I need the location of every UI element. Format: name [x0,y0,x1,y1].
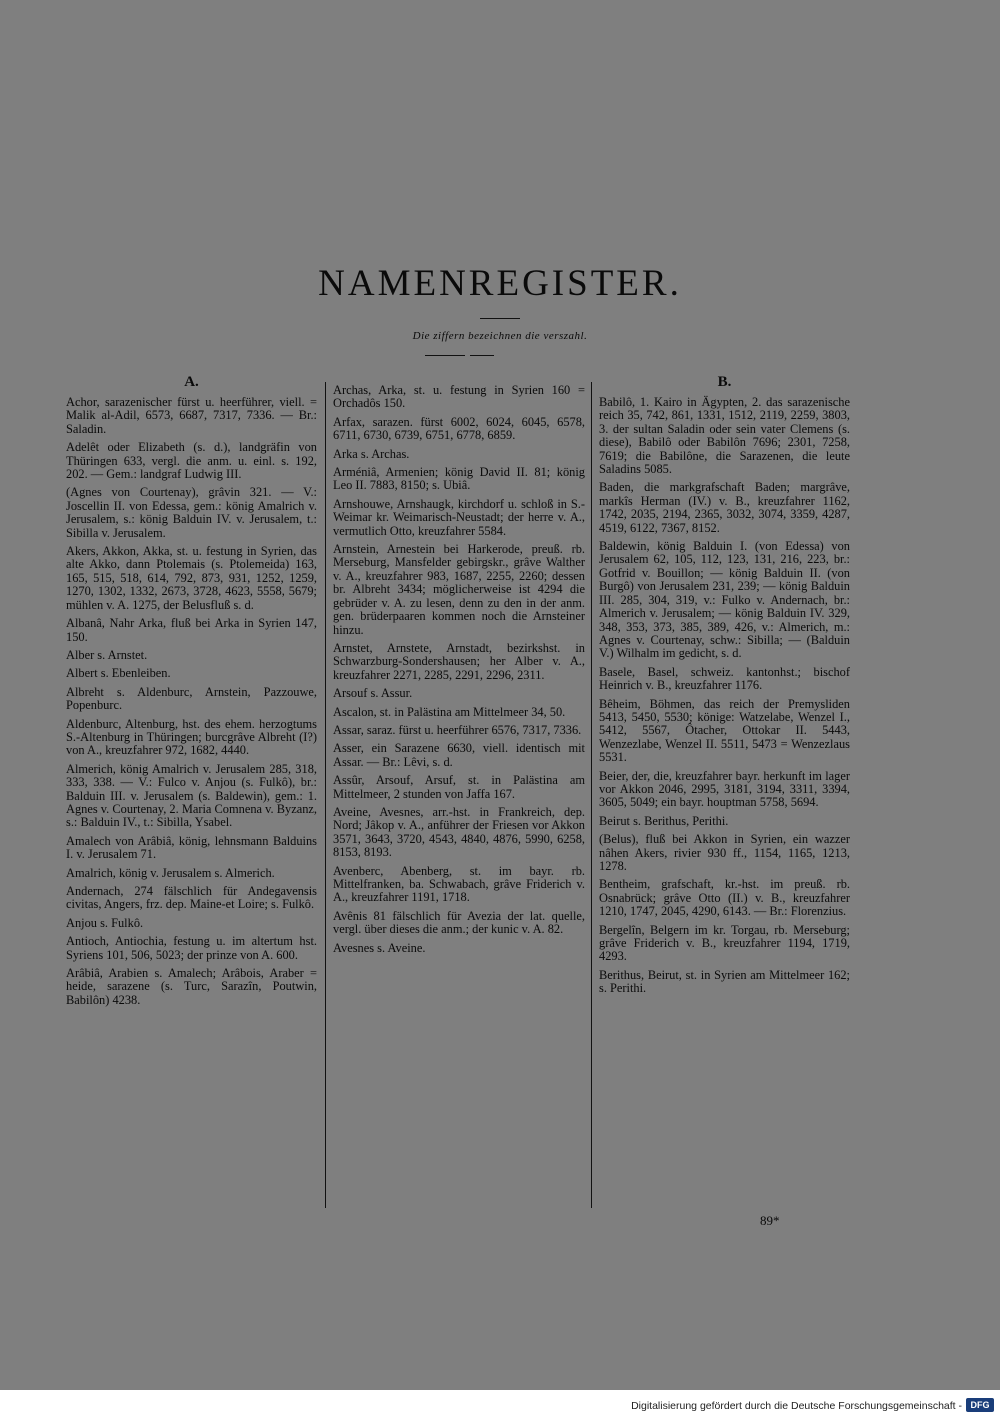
register-entry: Berithus, Beirut, st. in Syrien am Mittelmeer 162; s. Perithi. [599,967,850,996]
register-entry: Beier, der, die, kreuzfahrer bayr. herkunft im lager vor Akkon 2046, 2995, 3181, 3194, 3311, 3394, 3605, 5049; ein bayr. houptman 5758, 5694. [599,768,850,810]
page-number: 89* [760,1213,780,1228]
register-entry: Antioch, Antiochia, festung u. im altertum hst. Syriens 101, 506, 5023; der prinze von A. 600. [66,934,317,962]
register-entry: Anjou s. Fulkô. [66,915,144,930]
register-entry: Adelêt oder Elizabeth (s. d.), landgräfin von Thüringen 633, vergl. die anm. u. einl. s. 192, 202. — Gem.: landgraf Ludwig III. [66,440,317,482]
register-entry: Arnshouwe, Arnshaugk, kirchdorf u. schloß in S.-Weimar kr. Weimarisch-Neustadt; der herre v. A., vermutlich Otto, kreuzfahrer 5584. [333,496,585,538]
register-entry: Babilô, 1. Kairo in Ägypten, 2. das sarazenische reich 35, 742, 861, 1331, 1512, 2119, 2259, 3803, 3. der sultan Saladin oder sein vater Clemens (s. diese), Babilô oder Babilôn 7696; 2301, 7258, 7619; die Babilône, die Sarazenen, die leute Saladins 5085. [599,395,850,477]
register-entry: Arka s. Archas. [333,446,410,461]
register-entry: Arsouf s. Assur. [333,686,413,701]
register-entry: Asser, ein Sarazene 6630, viell. identisch mit Assar. — Br.: Lêvi, s. d. [333,741,585,769]
page-title: NAMENREGISTER. [318,263,682,304]
register-entry: (Agnes von Courtenay), grâvin 321. — V.: Joscellin II. von Edessa, gem.: könig Amalrich v. Jerusalem, s.: könig Balduin IV. v. Jerusalem, t.: Sibilla v. Jerusalem. [66,485,317,540]
register-entry: Bêheim, Böhmen, das reich der Premysliden 5413, 5450, 5530; könige: Watzelabe, Wenzel I., 5412, 5567, Ôtacher, Ottokar II. 5443, Wenzezlabe, Wenzel II. 5511, 5473 = Wenzezlaus 5531. [599,696,850,765]
section-letter-b: B. [717,374,732,390]
title-rule-1 [480,318,520,319]
register-entry: Ascalon, st. in Palästina am Mittelmeer 34, 50. [333,704,566,719]
footer-credit: Digitalisierung gefördert durch die Deutsche Forschungsgemeinschaft - [631,1400,962,1412]
column-1 [66,376,317,1012]
register-entry: Bentheim, grafschaft, kr.-hst. im preuß. rb. Osnabrück; grâve Otto (II.) v. B., kreuzfahrer 1210, 1747, 2045, 4290, 6143. — Br.: Florenzius. [599,877,850,919]
register-entry: Almerich, könig Amalrich v. Jerusalem 285, 318, 333, 338. — V.: Fulco v. Anjou (s. Fulkô), br.: Balduin III. v. Jerusalem (s. Baldewin), gem.: 1. Agnes v. Courtenay, 2. Maria Comnena v. Byzanz, s.: Balduin IV., t.: Sibilla, Ysabel. [66,761,317,830]
register-entry: Arâbiâ, Arabien s. Amalech; Arâbois, Araber = heide, sarazene (s. Turc, Sarazîn, Poutwin, Babilôn) 4238. [66,966,317,1007]
register-entry: Assûr, Arsouf, Arsuf, st. in Palästina am Mittelmeer, 2 stunden von Jaffa 167. [333,773,585,801]
register-entry: Arnstein, Arnestein bei Harkerode, preuß. rb. Merseburg, Mansfelder gebirgskr., grâve Walther v. A., kreuzfahrer 983, 1687, 2255, 2260; dessen br. Albreht 3434; möglicherweise ist 4294 die gebrüder v. A. zu lesen, denn zu den in der anm. gen. brüderpaaren kommen noch die Arnsteiner hinzu. [333,542,585,637]
section-letter-a: A. [184,374,199,390]
register-entry: Amalech von Arâbiâ, könig, lehnsmann Balduins I. v. Jerusalem 71. [66,833,317,862]
register-entry: Assar, saraz. fürst u. heerführer 6576, 7317, 7336. [333,722,582,737]
register-entry: Albreht s. Aldenburc, Arnstein, Pazzouwe, Popenburc. [66,684,317,713]
register-entry: Baldewin, könig Balduin I. (von Edessa) von Jerusalem 62, 105, 112, 123, 131, 216, 223, br.: Gotfrid v. Bouillon; — könig Balduin II. (von Burgô) von Jerusalem 231, 239; — könig Balduin III. 285, 304, 319, v.: Fulko v. Andernach, br.: Almerich v. Jerusalem; — könig Balduin IV. 329, 348, 353, 373, 385, 389, 426, v.: Almerich, m.: Agnes v. Courtenay, schw.: Sibilla; — (Balduin V.) Wilhalm im gedicht, s. d. [599,539,850,661]
register-entry: Beirut s. Berithus, Perithi. [599,813,729,828]
title-rule-2 [425,355,465,356]
column-divider-2 [591,382,592,1208]
register-entry: Amalrich, könig v. Jerusalem s. Almerich. [66,865,275,880]
column-2 [333,384,585,960]
dfg-logo: DFG [966,1398,994,1412]
register-entry: Basele, Basel, schweiz. kantonhst.; bischof Heinrich v. B., kreuzfahrer 1176. [599,664,850,693]
column-3 [599,376,850,1001]
register-entry: Avenberc, Abenberg, st. im bayr. rb. Mittelfranken, ba. Schwabach, grâve Friderich v. A., kreuzfahrer 1191, 1718. [333,863,585,905]
column-divider-1 [325,382,326,1208]
register-entry: Arméniâ, Armenien; könig David II. 81; könig Leo II. 7883, 8150; s. Ubiâ. [333,465,585,493]
register-entry: Avesnes s. Aveine. [333,940,426,955]
register-entry: Aveine, Avesnes, arr.-hst. in Frankreich, dep. Nord; Jâkop v. A., anführer der Friesen vor Akkon 3571, 3643, 3720, 4543, 4840, 4876, 5990, 6258, 8153, 8193. [333,804,585,860]
subtitle: Die ziffern bezeichnen die verszahl. [412,330,588,342]
register-entry: Aldenburc, Altenburg, hst. des ehem. herzogtums S.-Altenburg in Thüringen; burcgrâve Albreht (I?) von A., kreuzfahrer 972, 1682, 4440. [66,716,317,758]
register-entry: Arfax, sarazen. fürst 6002, 6024, 6045, 6578, 6711, 6730, 6739, 6751, 6778, 6859. [333,414,585,443]
register-entry: Avênis 81 fälschlich für Avezia der lat. quelle, vergl. über dieses die anm.; der kunic v. A. 82. [333,908,585,937]
register-entry: Alber s. Arnstet. [66,647,148,662]
footer-bar [0,1390,1000,1418]
register-entry: Andernach, 274 fälschlich für Andegavensis civitas, Angers, frz. dep. Maine-et Loire; s. Fulkô. [66,884,317,912]
register-entry: Baden, die markgrafschaft Baden; margrâve, markîs Herman (IV.) v. B., kreuzfahrer 1162, 1742, 2035, 2194, 2365, 3032, 3074, 3359, 4287, 4519, 6122, 7367, 8152. [599,480,850,535]
register-entry: Arnstet, Arnstete, Arnstadt, bezirkshst. in Schwarzburg-Sondershausen; her Alber v. A., kreuzfahrer 2271, 2285, 2291, 2296, 2311. [333,640,585,682]
register-entry: Archas, Arka, st. u. festung in Syrien 160 = Orchadôs 150. [333,383,585,411]
register-entry: (Belus), fluß bei Akkon in Syrien, ein wazzer nâhen Akers, rivier 930 ff., 1154, 1165, 1213, 1278. [599,832,850,873]
register-entry: Bergelîn, Belgern im kr. Torgau, rb. Merseburg; grâve Friderich v. B., kreuzfahrer 1194, 1719, 4293. [599,922,850,964]
register-entry: Albanâ, Nahr Arka, fluß bei Arka in Syrien 147, 150. [66,616,317,644]
register-entry: Albert s. Ebenleiben. [66,666,171,681]
title-rule-3 [470,355,494,356]
register-entry: Achor, sarazenischer fürst u. heerführer, viell. = Malik al-Adil, 6573, 6687, 7317, 7336. — Br.: Saladin. [66,395,317,436]
register-entry: Akers, Akkon, Akka, st. u. festung in Syrien, das alte Akko, dann Ptolemais (s. Ptolemeida) 163, 165, 515, 518, 614, 792, 873, 931, 1252, 1259, 1270, 1302, 1332, 2673, 3728, 4623, 5558, 5679; mühlen v. A. 1275, der Belusfluß s. d. [66,544,317,612]
